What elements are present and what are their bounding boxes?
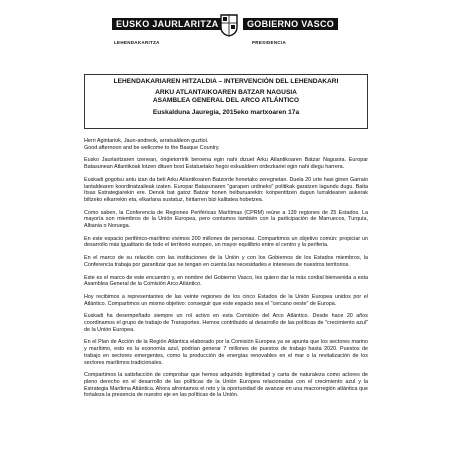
event-title-spanish: ASAMBLEA GENERAL DEL ARCO ATLÁNTICO: [152, 97, 300, 104]
paragraph: Eusko Jaurlaritzaren izenean, ongietorririk beroena egin nahi dizuet Arku Atlantikoaren Batzar Nagusira. Europar Batasunean Atlantikoak lotzen dituen bost Estatuetako hegoi eskualdeen ordezkariei egin nahi diegu harrera.: [84, 157, 368, 171]
brand-gobierno-vasco: GOBIERNO VASCO: [243, 18, 338, 30]
paragraph: En el Plan de Acción de la Región Atlántica elaborado por la Comisión Europea ya se apunta que los sectores marino y marítimo, esto es la economía azul, podrían generar 7 millones de puestos de trabajo hasta 2020. Puestos de trabajo en sectores emergentes, como la producción de energías renovables en el mar o la revitalización de los sectores marítimos tradicionales.: [84, 339, 368, 366]
department-presidencia: PRESIDENCIA: [252, 40, 287, 45]
paragraph: En este espacio periférico-marítimo vivimos 200 millones de personas. Compartimos un objetivo común: propiciar un desarrollo más igualitario de todo el territorio europeo, un mayor equilibrio entre el centro y la periferia.: [84, 235, 368, 249]
paragraph: En el marco de su relación con las instituciones de la Unión y con los Gobiernos de los Estados miembros, la Conferencia trabaja por garantizar que se tengan en cuenta las necesidades e intereses de nuestros territorios.: [84, 255, 368, 268]
speech-heading: LEHENDAKARIAREN HITZALDIA – INTERVENCIÓN DEL LEHENDAKARI: [113, 78, 339, 85]
event-title-basque: ARKU ATLANTAIKOAREN BATZAR NAGUSIA: [155, 89, 297, 96]
speech-title-box: [84, 74, 368, 129]
department-lehendakaritza: LEHENDAKARITZA: [114, 40, 160, 45]
event-title: [85, 89, 367, 105]
speech-body: [84, 138, 368, 405]
paragraph: Como saben, la Conferencia de Regiones Periféricas Marítimas (CPRM) reúne a 139 regiones de 25 Estados. La mayoría son miembros de la Unión Europea, pero contamos también con la participación de Marruecos, Turquía, Albania o Noruega.: [84, 209, 368, 230]
paragraph: Compartimos la satisfacción de comprobar que hemos adquirido legitimidad y carta de naturaleza como actores de pleno derecho en el desarrollo de las políticas de la Unión Europea relacionadas con el crecimiento azul y la Estrategia Marítima Atlántica. Ahora afrontamos el reto y la oportunidad de avanzar en una macrorregión atlántica que fortaleza la presencia de nuestro eje en las políticas de la Unión.: [84, 372, 368, 399]
coat-of-arms-icon: [219, 13, 239, 37]
paragraph: Euskadi ha desempeñado siempre un rol activo en esta Comisión del Arco Atlántico. Desde hace 20 años coordinamos el grupo de trabajo de Transportes. Hemos contribuido al desarrollo de las políticas de "crecimiento azul" de la Unión Europea.: [84, 313, 368, 333]
venue-date: Euskalduna Jauregia, 2015eko martxoaren 17a: [152, 109, 300, 116]
paragraph: Este es el marco de este encuentro y, en nombre del Gobierno Vasco, les quiero dar la más cordial bienvenida a esta Asamblea General de la Comisión Arco Atlántico.: [84, 274, 368, 288]
letterhead: [112, 18, 342, 58]
paragraph: Euskadi gogotsu antu izan da beti Arku Atlantikoaren Batzorde honetako zeregnetan. Duela 20 urte hasi ginen Garraio lantaldearen koordinatzaileak izaten. Europar Batasunaren "garapen urdineko" politikak garatzen lagundu dugu. Baita Itsas Estrategiarekin ere. Denok bat gatoz Batzar honen helburuarekin: konpentitzen dugun lurraldearen aukerak biltzeko elkarrekin eta, elkarlana sustatuz, hiritarren bizi kalitatea hobetzea.: [84, 176, 368, 203]
greeting-basque: Herri Agintariok, Jaun-andreok, arratsaldeon guztioi.: [84, 138, 209, 144]
brand-eusko-jaurlaritza: EUSKO JAURLARITZA: [112, 18, 223, 30]
paragraph: Hoy recibimos a representantes de las veinte regiones de los cinco Estados de la Unión Europea unidos por el Atlántico. Compartimos un mismo objetivo: conseguir que este espacio sea el "cercano oeste" de Europa.: [84, 293, 368, 307]
greeting-english: Good afternoon and be wellcome to the Basque Country.: [84, 144, 220, 151]
